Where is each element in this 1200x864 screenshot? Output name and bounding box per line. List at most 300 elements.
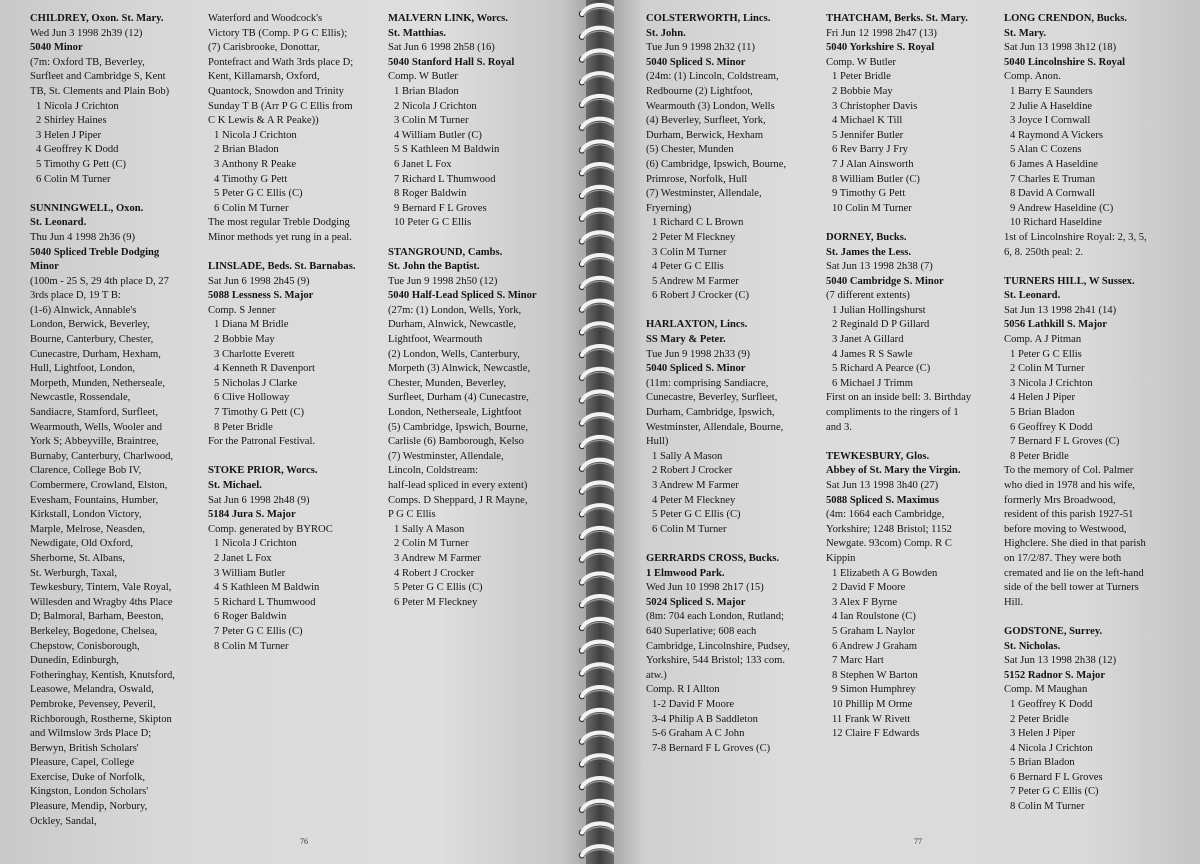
entry-line: Comp. Anon. xyxy=(1004,71,1061,83)
entry-line: 8 William Butler (C) xyxy=(832,173,920,185)
entry-line: 3 Nicola J Crichton xyxy=(1010,377,1093,389)
entry-line: 5 Peter G C Ellis (C) xyxy=(394,582,483,594)
entry-heading-line: 5184 Jura S. Major xyxy=(208,509,296,521)
left-page xyxy=(0,0,586,864)
entry-heading-line: 5152 Radnor S. Major xyxy=(1004,669,1106,681)
entry-line: 1 Sally A Mason xyxy=(652,450,723,462)
entry-heading-line: 5056 Lathkill S. Major xyxy=(1004,319,1107,331)
entry-gap xyxy=(208,450,355,465)
entry-line: and 3. xyxy=(826,421,852,433)
entry-heading-line: CHILDREY, Oxon. St. Mary. xyxy=(30,13,164,24)
entry-line: Quantock, Snowdon and Trinity xyxy=(208,85,344,97)
entry-line: Chepstow, Conisborough, xyxy=(30,640,140,652)
page-number-left: 76 xyxy=(300,837,308,846)
entry-line: 4 James R S Sawle xyxy=(832,348,913,360)
entry-line: 1 Richard C L Brown xyxy=(652,217,744,229)
entry-line: Pleasure, Capel, College xyxy=(30,757,135,769)
entry-line: D; Balmoral, Barham, Beeston, xyxy=(30,611,164,623)
entry-line: 8 Colin M Turner xyxy=(214,640,289,652)
entry-heading-line: St. John the Baptist. xyxy=(388,261,480,273)
entry-line: 8 Peter Bridle xyxy=(214,421,273,433)
entry-line: 7-8 Bernard F L Groves (C) xyxy=(652,742,771,754)
entry-line: Berwyn, British Scholars' xyxy=(30,742,139,754)
entry-line: (5) Cambridge, Ipswich, Bourne, xyxy=(388,421,529,433)
entry-heading-line: SS Mary & Peter. xyxy=(646,334,726,346)
entry-line: Durham, Berwick, Hexham xyxy=(646,129,764,141)
entry-line: Kingston, London Scholars' xyxy=(30,786,149,798)
right-page xyxy=(614,0,1200,864)
entry-line: (27m: (1) London, Wells, York, xyxy=(388,304,522,316)
entry-line: 8 Colin M Turner xyxy=(1010,801,1085,813)
entry-line: 3 Janet A Gillard xyxy=(832,334,904,346)
entry-line: 6 Colin M Turner xyxy=(652,523,727,535)
entry-line: 640 Superlative; 608 each xyxy=(646,625,757,637)
entry-line: Sherborne, St. Albans, xyxy=(30,552,126,564)
entry-line: Sunday T B (Arr P G C Ellis from xyxy=(208,100,353,112)
entry-line: 5 Peter G C Ellis (C) xyxy=(652,509,741,521)
entry-line: Fri Jun 12 1998 2h47 (13) xyxy=(826,27,937,39)
entry-line: Wearmouth (3) London, Wells xyxy=(646,100,775,112)
entry-line: 5 Graham L Naylor xyxy=(832,625,915,637)
entry-line: 3 Alex F Byrne xyxy=(832,596,898,608)
entry-line: 4 Nicola J Crichton xyxy=(1010,742,1093,754)
entry-line: Wed Jun 3 1998 2h39 (12) xyxy=(30,27,143,39)
entry-line: 3 Anthony R Peake xyxy=(214,158,297,170)
entry-line: Waterford and Woodcock's xyxy=(208,13,323,24)
entry-line: and Wilmslow 3rds Place D; xyxy=(30,728,152,740)
entry-line: 3 Charlotte Everett xyxy=(214,348,295,360)
entry-gap xyxy=(826,435,971,450)
entry-line: 4 William Butler (C) xyxy=(394,129,482,141)
entry-line: 1 Peter G C Ellis xyxy=(1010,348,1082,360)
entry-line: 10 Peter G C Ellis xyxy=(394,217,472,229)
entry-line: 6 Roger Baldwin xyxy=(214,611,287,623)
entry-line: Comp. A J Pitman xyxy=(1004,334,1082,346)
entry-line: TB, St. Clements and Plain Bob) xyxy=(30,85,170,97)
entry-line: Sat Jun 13 1998 2h38 (12) xyxy=(1004,655,1117,667)
entry-line: 6 Colin M Turner xyxy=(214,202,289,214)
entry-heading-line: Abbey of St. Mary the Virgin. xyxy=(826,465,961,477)
entry-line: Sat Jun 13 1998 3h40 (27) xyxy=(826,480,939,491)
entry-line: 3 Helen J Piper xyxy=(36,129,102,141)
entry-line: formerly Mrs Broadwood, xyxy=(1004,494,1116,506)
entry-line: 4 Raymond A Vickers xyxy=(1010,129,1104,141)
entry-line: 2 Colin M Turner xyxy=(394,538,469,550)
entry-line: Morpeth, Munden, Netherseale, xyxy=(30,377,166,389)
entry-line: Comp. W Butler xyxy=(388,71,458,83)
entry-line: Durham, Alnwick, Newcastle, xyxy=(388,319,516,331)
entry-line: 8 Peter Bridle xyxy=(1010,450,1069,462)
entry-heading-line: 5024 Spliced S. Major xyxy=(646,596,746,608)
entry-heading-line: 5040 Cambridge S. Minor xyxy=(826,275,944,287)
left-column-2 xyxy=(208,12,355,654)
entry-line: 1 Barry E Saunders xyxy=(1010,85,1093,97)
entry-line: Pleasure, Mendip, Norbury, xyxy=(30,801,148,813)
entry-line: 6 Robert J Crocker (C) xyxy=(652,290,750,302)
entry-line: 8 Roger Baldwin xyxy=(394,188,467,200)
entry-line: Comp. W Butler xyxy=(826,56,896,68)
entry-line: (7) Westminster, Allendale, xyxy=(388,450,504,462)
entry-line: 1 Brian Bladon xyxy=(394,85,459,97)
entry-heading-line: SUNNINGWELL, Oxon. xyxy=(30,202,144,214)
entry-line: 2 Nicola J Crichton xyxy=(394,100,477,112)
entry-line: 5 Alan C Cozens xyxy=(1010,144,1082,156)
entry-line: (11m: comprising Sandiacre, xyxy=(646,377,769,389)
entry-heading-line: St. Nicholas. xyxy=(1004,640,1061,652)
entry-line: Durham, Cambridge, Ipswich, xyxy=(646,407,775,419)
entry-line: 5 Brian Bladon xyxy=(1010,757,1075,769)
entry-heading-line: 5040 Spliced S. Minor xyxy=(646,363,746,375)
entry-line: Comp. generated by BYROC xyxy=(208,523,333,535)
entry-line: 7 Richard L Thumwood xyxy=(394,173,496,185)
entry-gap xyxy=(1004,260,1147,275)
entry-line: Newdigate, Old Oxford, xyxy=(30,538,133,550)
entry-line: 4 Timothy G Pett xyxy=(214,173,288,185)
entry-line: 3 Colin M Turner xyxy=(394,115,469,127)
entry-line: Victory TB (Comp. P G C Ellis); xyxy=(208,27,348,39)
entry-line: 2 Julie A Haseldine xyxy=(1010,100,1093,112)
right-column-2 xyxy=(826,12,971,742)
entry-line: (7 different extents) xyxy=(826,290,910,302)
entry-line: Tue Jun 9 1998 2h50 (12) xyxy=(388,275,498,287)
entry-line: Surfleet and Cambridge S, Kent xyxy=(30,71,166,83)
entry-heading-line: St. Leonard. xyxy=(1004,290,1061,302)
entry-line: Comp. S Jenner xyxy=(208,304,276,316)
entry-line: 1 Elizabeth A G Bowden xyxy=(832,567,938,579)
entry-line: (5) Chester, Munden xyxy=(646,144,734,156)
entry-line: 5 Peter G C Ellis (C) xyxy=(214,188,303,200)
entry-line: Sat Jun 13 1998 2h41 (14) xyxy=(1004,304,1117,316)
entry-heading-line: 5040 Yorkshire S. Royal xyxy=(826,42,935,54)
entry-line: 1-2 David F Moore xyxy=(652,698,735,710)
entry-line: 1 Geoffrey K Dodd xyxy=(1010,698,1093,710)
entry-line: 11 Frank W Rivett xyxy=(832,713,911,725)
entry-line: 9 Andrew Haseldine (C) xyxy=(1010,202,1114,214)
entry-line: 5 S Kathleen M Baldwin xyxy=(394,144,500,156)
entry-line: 9 Timothy G Pett xyxy=(832,188,906,200)
entry-line: 1 Nicola J Crichton xyxy=(214,129,297,141)
entry-heading-line: HARLAXTON, Lincs. xyxy=(646,319,748,331)
left-column-1 xyxy=(30,12,175,829)
entry-heading-line: DORNEY, Bucks. xyxy=(826,231,907,243)
entry-line: Evesham, Fountains, Humber, xyxy=(30,494,159,506)
entry-line: 4 Michael K Till xyxy=(832,115,903,127)
entry-line: 7 Timothy G Pett (C) xyxy=(214,407,305,419)
entry-line: 10 Richard Haseldine xyxy=(1010,217,1102,229)
entry-line: 4 S Kathleen M Baldwin xyxy=(214,582,320,594)
entry-line: Westminster, Allendale, Bourne, xyxy=(646,421,784,433)
entry-line: 5 Brian Bladon xyxy=(1010,407,1075,419)
entry-line: Sat Jun 6 1998 2h45 (9) xyxy=(208,275,310,287)
entry-heading-line: Minor xyxy=(30,261,59,273)
entry-heading-line: LINSLADE, Beds. St. Barnabas. xyxy=(208,261,356,273)
entry-line: Carlisle (6) Bamborough, Kelso xyxy=(388,436,524,448)
entry-line: (7) Westminster, Allendale, xyxy=(646,188,762,200)
entry-heading-line: 5040 Half-Lead Spliced S. Minor xyxy=(388,290,537,302)
entry-line: (7m: Oxford TB, Beverley, xyxy=(30,56,145,68)
entry-line: Highclere. She died in that parish xyxy=(1004,538,1146,550)
entry-line: Berkeley, Bogedone, Chelsea, xyxy=(30,625,158,637)
entry-line: (8m: 704 each London, Rutland; xyxy=(646,611,784,623)
entry-heading-line: St. Michael. xyxy=(208,480,262,491)
entry-line: Sandiacre, Stamford, Surfleet, xyxy=(30,407,158,419)
entry-line: Cambridge, Lincolnshire, Pudsey, xyxy=(646,640,790,652)
entry-line: 1 Julian Hollingshurst xyxy=(832,304,926,316)
entry-line: (7) Carisbrooke, Donottar, xyxy=(208,42,320,54)
entry-line: Richborough, Rostherne, Skipton xyxy=(30,713,172,725)
entry-heading-line: St. John. xyxy=(646,27,686,39)
entry-line: atw.) xyxy=(646,669,667,681)
entry-line: Cunecastre, Beverley, Surfleet, xyxy=(646,392,778,404)
entry-heading-line: St. Mary. xyxy=(1004,27,1047,39)
entry-line: 6 Colin M Turner xyxy=(36,173,111,185)
entry-heading-line: 5088 Spliced S. Maximus xyxy=(826,494,940,506)
entry-heading-line: COLSTERWORTH, Lincs. xyxy=(646,13,771,24)
entry-line: 1 Nicola J Crichton xyxy=(214,538,297,550)
entry-line: Redbourne (2) Lightfoot, xyxy=(646,85,753,97)
entry-line: Wed Jun 10 1998 2h17 (15) xyxy=(646,582,764,594)
entry-line: Kent, Killamarsh, Oxford, xyxy=(208,71,320,83)
entry-line: (2) London, Wells, Canterbury, xyxy=(388,348,520,360)
entry-line: London, Netherseale, Lightfoot xyxy=(388,407,522,419)
entry-line: Sat Jun 13 1998 2h38 (7) xyxy=(826,261,933,273)
entry-line: Pontefract and Wath 3rds place D; xyxy=(208,56,354,68)
entry-line: Tewkesbury, Tintern, Vale Royal, xyxy=(30,582,172,594)
entry-line: 12 Claire F Edwards xyxy=(832,728,920,740)
entry-heading-line: TEWKESBURY, Glos. xyxy=(826,450,930,462)
entry-heading-line: STOKE PRIOR, Worcs. xyxy=(208,465,318,477)
entry-line: 5 Richard L Thumwood xyxy=(214,596,316,608)
entry-line: Ockley, Sandal, xyxy=(30,815,97,827)
entry-line: 10 Colin M Turner xyxy=(832,202,912,214)
entry-line: 6 Geoffrey K Dodd xyxy=(1010,421,1093,433)
entry-heading-line: LONG CRENDON, Bucks. xyxy=(1004,13,1128,24)
entry-heading-line: STANGROUND, Cambs. xyxy=(388,246,503,258)
entry-line: 1 Diana M Bridle xyxy=(214,319,289,331)
entry-line: side of the bell tower at Turners xyxy=(1004,582,1139,594)
entry-line: 6 Clive Holloway xyxy=(214,392,290,404)
entry-line: 2 Reginald D P Gillard xyxy=(832,319,930,331)
entry-line: 2 Colin M Turner xyxy=(1010,363,1085,375)
entry-line: Hill. xyxy=(1004,596,1024,608)
entry-line: (100m - 25 S, 29 4th place D, 27 xyxy=(30,275,169,287)
entry-gap xyxy=(826,216,971,231)
entry-line: The most regular Treble Dodging xyxy=(208,217,350,229)
entry-line: 7 Peter G C Ellis (C) xyxy=(214,625,303,637)
entry-line: on 17/2/87. They were both xyxy=(1004,552,1122,564)
entry-line: First on an inside bell: 3. Birthday xyxy=(826,392,972,404)
entry-line: P G C Ellis xyxy=(388,509,436,521)
entry-line: 3-4 Philip A B Saddleton xyxy=(652,713,758,725)
entry-line: 2 Brian Bladon xyxy=(214,144,279,156)
entry-gap xyxy=(30,187,175,202)
entry-line: 8 David A Cornwall xyxy=(1010,188,1096,200)
entry-line: Newgate. 93com) Comp. R C xyxy=(826,538,952,550)
entry-line: 4 Helen J Piper xyxy=(1010,392,1076,404)
entry-line: 6 Rev Barry J Fry xyxy=(832,144,908,156)
entry-line: 3 William Butler xyxy=(214,567,286,579)
entry-heading-line: St. James the Less. xyxy=(826,246,912,258)
entry-line: Yorkshire; 1248 Bristol; 1152 xyxy=(826,523,952,535)
entry-line: before moving to Westwood, xyxy=(1004,523,1127,535)
entry-line: 2 Peter Bridle xyxy=(1010,713,1069,725)
entry-line: 5-6 Graham A C John xyxy=(652,728,745,740)
entry-heading-line: 5040 Stanford Hall S. Royal xyxy=(388,56,515,68)
entry-line: Marple, Melrose, Neasden, xyxy=(30,523,146,535)
entry-line: Comps. D Sheppard, J R Mayne, xyxy=(388,494,528,506)
entry-line: Surfleet, Durham (4) Cunecastre, xyxy=(388,392,529,404)
entry-line: (6) Cambridge, Ipswich, Bourne, xyxy=(646,158,787,170)
right-column-1 xyxy=(646,12,790,756)
entry-line: Hull, Lightfoot, London, xyxy=(30,363,136,375)
entry-line: (4m: 1664 each Cambridge, xyxy=(826,509,945,521)
entry-line: London, Berwick, Beverley, xyxy=(30,319,150,331)
entry-line: Wearmouth, Wells, Wooler and xyxy=(30,421,163,433)
page-number-right: 77 xyxy=(914,837,922,846)
entry-line: 2 Bobbie May xyxy=(214,334,275,346)
right-column-3 xyxy=(1004,12,1147,815)
entry-line: 9 Bernard F L Groves xyxy=(394,202,487,214)
entry-gap xyxy=(646,304,790,319)
entry-line: Fotheringhay, Kentish, Knutsford, xyxy=(30,669,175,681)
entry-line: 2 Peter M Fleckney xyxy=(652,231,736,243)
entry-line: 4 Kenneth R Davenport xyxy=(214,363,315,375)
entry-gap xyxy=(646,537,790,552)
entry-line: resident of this parish 1927-51 xyxy=(1004,509,1134,521)
entry-line: Minor methods yet rung in a peal. xyxy=(208,231,352,243)
entry-line: 3 Andrew M Farmer xyxy=(394,552,481,564)
entry-line: To the memory of Col. Palmer xyxy=(1004,465,1134,477)
entry-line: For the Patronal Festival. xyxy=(208,436,316,448)
left-column-3 xyxy=(388,12,537,610)
entry-line: 5 Richard A Pearce (C) xyxy=(832,363,931,375)
entry-heading-line: St. Matthias. xyxy=(388,27,446,39)
entry-heading-line: 5040 Minor xyxy=(30,42,83,54)
entry-line: (24m: (1) Lincoln, Coldstream, xyxy=(646,71,779,83)
entry-line: Tue Jun 9 1998 2h32 (11) xyxy=(646,42,755,54)
entry-line: 5 Nicholas J Clarke xyxy=(214,377,298,389)
entry-line: Kirkstall, London Victory, xyxy=(30,509,142,521)
entry-line: 7 Marc Hart xyxy=(832,655,884,667)
entry-line: 1 Sally A Mason xyxy=(394,523,465,535)
entry-heading-line: TURNERS HILL, W Sussex. xyxy=(1004,275,1135,287)
entry-line: 6 Peter M Fleckney xyxy=(394,596,478,608)
entry-line: half-lead spliced in every extent) xyxy=(388,480,528,491)
entry-line: Sat Jun 13 1998 3h12 (18) xyxy=(1004,42,1117,54)
entry-line: 2 Robert J Crocker xyxy=(652,465,733,477)
entry-line: 6, 8. 250th peal: 2. xyxy=(1004,246,1084,258)
entry-line: 6 James A Haseldine xyxy=(1010,158,1098,170)
entry-line: Combermere, Crowland, Elston, xyxy=(30,480,168,491)
entry-line: Hull) xyxy=(646,436,669,448)
entry-line: 6 Andrew J Graham xyxy=(832,640,918,652)
entry-line: Clarence, College Bob IV, xyxy=(30,465,142,477)
entry-line: 2 Shirley Haines xyxy=(36,115,107,127)
entry-line: 7 Peter G C Ellis (C) xyxy=(1010,786,1099,798)
entry-line: 3 Andrew M Farmer xyxy=(652,480,739,491)
entry-line: Sat Jun 6 1998 2h58 (16) xyxy=(388,42,495,54)
entry-line: 7 Bernard F L Groves (C) xyxy=(1010,436,1120,448)
entry-heading-line: 5040 Spliced S. Minor xyxy=(646,56,746,68)
entry-line: Chester, Munden, Beverley, xyxy=(388,377,507,389)
entry-line: 3 Colin M Turner xyxy=(652,246,727,258)
entry-line: Tue Jun 9 1998 2h33 (9) xyxy=(646,348,751,360)
entry-line: Morpeth (3) Alnwick, Newcastle, xyxy=(388,363,531,375)
entry-line: 3 Helen J Piper xyxy=(1010,728,1076,740)
entry-line: Sat Jun 6 1998 2h48 (9) xyxy=(208,494,310,506)
entry-line: Yorkshire, 544 Bristol; 133 com. xyxy=(646,655,786,667)
entry-heading-line: 5040 Lincolnshire S. Royal xyxy=(1004,56,1126,68)
entry-line: 4 Peter G C Ellis xyxy=(652,261,724,273)
entry-line: 6 Michael J Trimm xyxy=(832,377,913,389)
entry-line: 4 Robert J Crocker xyxy=(394,567,475,579)
entry-line: C K Lewis & A R Peake)) xyxy=(208,115,319,127)
entry-line: (1-6) Alnwick, Annable's xyxy=(30,304,137,316)
entry-line: 6 Janet L Fox xyxy=(394,158,452,170)
entry-line: Kippin xyxy=(826,552,856,564)
entry-line: 5 Jennifer Butler xyxy=(832,129,904,141)
entry-line: compliments to the ringers of 1 xyxy=(826,407,959,419)
entry-line: Fryerning) xyxy=(646,202,692,214)
entry-line: 1 Nicola J Crichton xyxy=(36,100,119,112)
entry-line: Pembroke, Pevensey, Peveril, xyxy=(30,698,156,710)
entry-line: Burnaby, Canterbury, Charlwood, xyxy=(30,450,174,462)
entry-gap xyxy=(208,246,355,261)
entry-line: 5 Timothy G Pett (C) xyxy=(36,158,127,170)
entry-line: Leasowe, Melandra, Oswald, xyxy=(30,684,154,696)
entry-heading-line: 5040 Spliced Treble Dodging xyxy=(30,246,160,258)
entry-line: Newcastle, Rossendale, xyxy=(30,392,131,404)
entry-line: 3 Joyce I Cornwall xyxy=(1010,115,1091,127)
entry-line: who died in 1978 and his wife, xyxy=(1004,480,1135,491)
entry-line: Dunedin, Edinburgh, xyxy=(30,655,119,667)
entry-line: 7 Charles E Truman xyxy=(1010,173,1096,185)
entry-heading-line: St. Leonard. xyxy=(30,217,87,229)
entry-line: 3 Christopher Davis xyxy=(832,100,918,112)
entry-line: Primrose, Norfolk, Hull xyxy=(646,173,748,185)
entry-line: 4 Ian Roulstone (C) xyxy=(832,611,916,623)
entry-line: Comp. M Maughan xyxy=(1004,684,1088,696)
entry-line: 4 Geoffrey K Dodd xyxy=(36,144,119,156)
entry-line: 2 David F Moore xyxy=(832,582,906,594)
entry-heading-line: GERRARDS CROSS, Bucks. xyxy=(646,552,780,564)
entry-line: cremated and lie on the left-hand xyxy=(1004,567,1144,579)
entry-line: 1st of Lincolnshire Royal: 2, 3, 5, xyxy=(1004,231,1147,243)
entry-line: 9 Simon Humphrey xyxy=(832,684,916,696)
entry-line: 10 Phillip M Orme xyxy=(832,698,913,710)
entry-line: Lincoln, Coldstream: xyxy=(388,465,479,477)
entry-line: Exercise, Duke of Norfolk, xyxy=(30,771,146,783)
entry-line: Thu Jun 4 1998 2h36 (9) xyxy=(30,231,136,243)
entry-line: Willesden and Wragby 4ths Place xyxy=(30,596,173,608)
entry-heading-line: GODSTONE, Surrey. xyxy=(1004,625,1103,637)
entry-heading-line: 5088 Lessness S. Major xyxy=(208,290,314,302)
entry-line: 7 J Alan Ainsworth xyxy=(832,158,914,170)
entry-line: 2 Janet L Fox xyxy=(214,552,272,564)
entry-line: York S; Abbeyville, Braintree, xyxy=(30,436,159,448)
entry-line: Bourne, Canterbury, Chester, xyxy=(30,334,154,346)
entry-gap xyxy=(388,231,537,246)
entry-line: Comp. R I Allton xyxy=(646,684,720,696)
entry-line: 3rds place D, 19 T B: xyxy=(30,290,121,302)
entry-line: 6 Bernard F L Groves xyxy=(1010,771,1103,783)
entry-line: (4) Beverley, Surfleet, York, xyxy=(646,115,766,127)
entry-gap xyxy=(1004,610,1147,625)
entry-heading-line: 1 Elmwood Park. xyxy=(646,567,725,579)
entry-line: 1 Peter Bridle xyxy=(832,71,891,83)
entry-line: Lightfoot, Wearmouth xyxy=(388,334,483,346)
entry-line: 4 Peter M Fleckney xyxy=(652,494,736,506)
